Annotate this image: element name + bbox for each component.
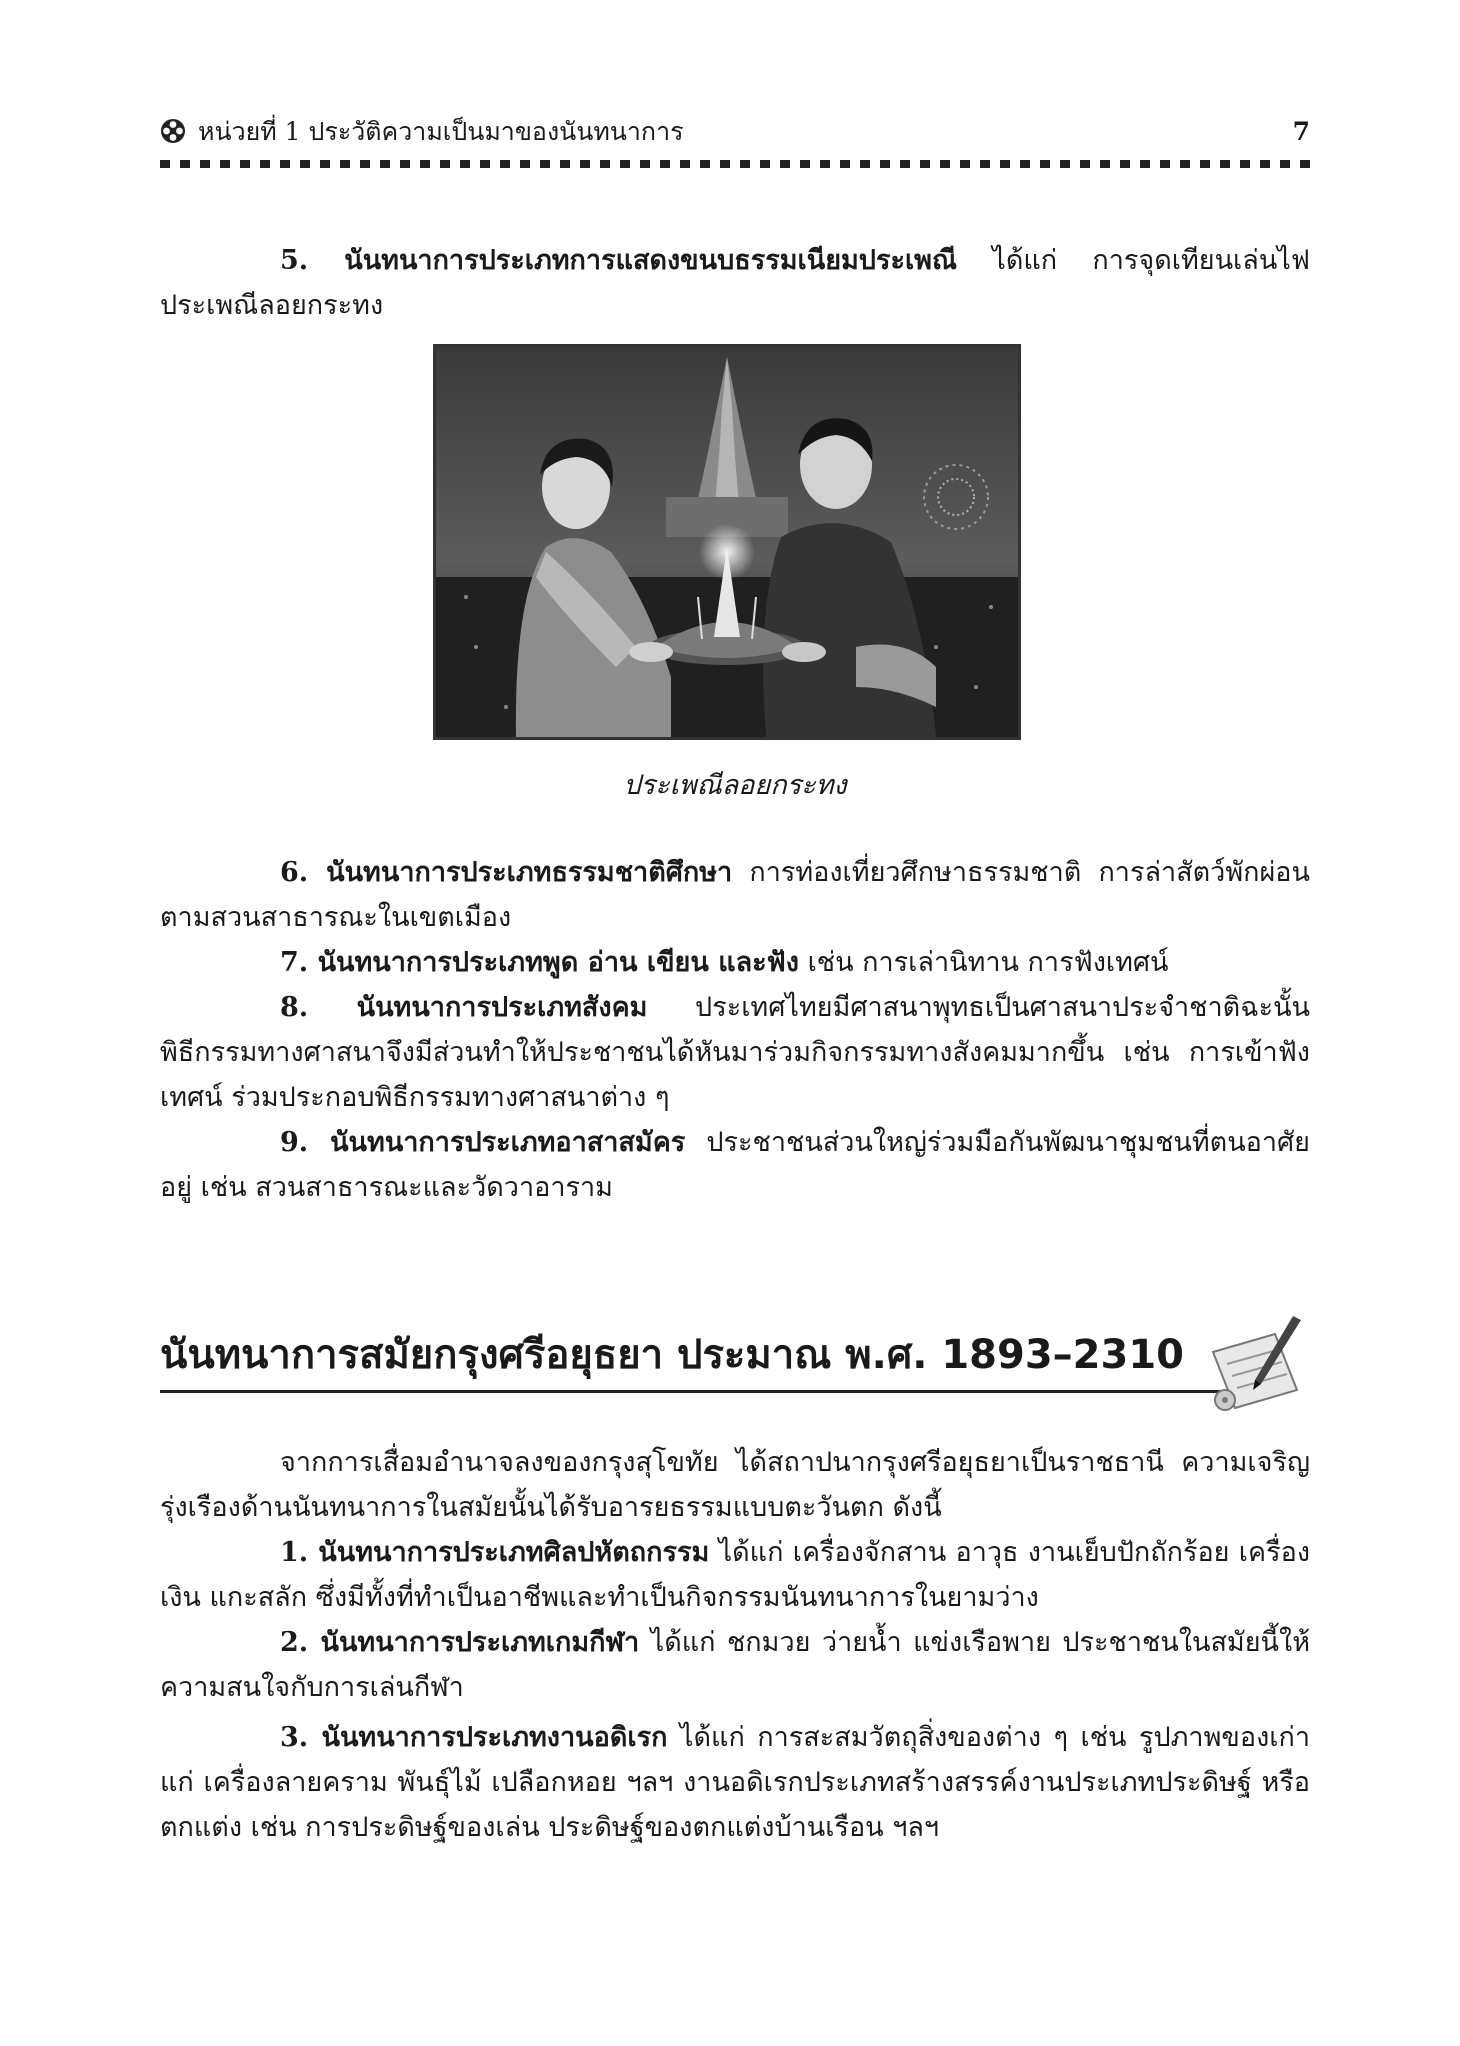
loy-krathong-photo	[433, 344, 1021, 740]
paragraph-item-5	[160, 238, 1310, 328]
section2-intro: จากการเสื่อมอำนาจลงของกรุงสุโขทัย ได้สถาปนากรุงศรีอยุธยาเป็นราชธานี ความเจริญรุ่งเรืองด้านนันทนาการในสมัยนั้นได้รับอารยธรรมแบบตะวันตก ดังนี้	[160, 1447, 1310, 1523]
paragraph-item-7	[160, 940, 1310, 985]
ayutthaya-1-heading: 1. นันทนาการประเภทศิลปหัตถกรรม	[280, 1537, 710, 1568]
paragraph-ayutthaya-3	[160, 1715, 1310, 1850]
item-9-heading: 9. นันทนาการประเภทอาสาสมัคร	[280, 1127, 686, 1158]
paragraph-ayutthaya-1	[160, 1530, 1310, 1620]
section-heading-underline	[160, 1390, 1220, 1393]
item-5-heading: 5. นันทนาการประเภทการแสดงขนบธรรมเนียมประเพณี	[280, 245, 958, 276]
paragraph-ayutthaya-2	[160, 1620, 1310, 1710]
item-8-text: ประเทศไทยมีศาสนาพุทธเป็นศาสนาประจำชาติฉะนั้นพิธีกรรมทางศาสนาจึงมีส่วนทำให้ประชาชนได้หันมาร่วมกิจกรรมทางสังคมมากขึ้น เช่น การเข้าฟังเทศน์ ร่วมประกอบพิธีกรรมทางศาสนาต่าง ๆ	[160, 992, 1311, 1113]
ayutthaya-3-heading: 3. นันทนาการประเภทงานอดิเรก	[280, 1722, 668, 1753]
figure-caption: ประเพณีลอยกระทง	[623, 770, 847, 801]
pen-and-paper-icon	[1205, 1312, 1315, 1412]
item-6-text: การท่องเที่ยวศึกษาธรรมชาติ การล่าสัตว์พักผ่อนตามสวนสาธารณะในเขตเมือง	[160, 857, 1310, 933]
chapter-title: หน่วยที่ 1 ประวัติความเป็นมาของนันทนาการ	[198, 117, 684, 146]
ayutthaya-2-text: ได้แก่ ชกมวย ว่ายน้ำ แข่งเรือพาย ประชาชนในสมัยนี้ให้ความสนใจกับการเล่นกีฬา	[160, 1627, 1310, 1703]
ayutthaya-1-text: ได้แก่ เครื่องจักสาน อาวุธ งานเย็บปักถักร้อย เครื่องเงิน แกะสลัก ซึ่งมีทั้งที่ทำเป็นอาชีพและทำเป็นกิจกรรมนันทนาการในยามว่าง	[160, 1537, 1310, 1613]
section-heading: นันทนาการสมัยกรุงศรีอยุธยา ประมาณ พ.ศ. 1893–2310	[160, 1332, 1185, 1378]
running-header	[160, 116, 1310, 156]
item-5-text: ได้แก่ การจุดเทียนเล่นไฟประเพณีลอยกระทง	[160, 245, 1310, 321]
item-7-heading: 7. นันทนาการประเภทพูด อ่าน เขียน และฟัง	[280, 947, 799, 978]
paragraph-item-8	[160, 985, 1310, 1120]
paragraph-item-9	[160, 1120, 1310, 1210]
item-9-text: ประชาชนส่วนใหญ่ร่วมมือกันพัฒนาชุมชนที่ตนอาศัยอยู่ เช่น สวนสาธารณะและวัดวาอาราม	[160, 1127, 1310, 1203]
header-divider	[160, 160, 1310, 168]
item-7-text: เช่น การเล่านิทาน การฟังเทศน์	[798, 947, 1169, 978]
item-8-heading: 8. นันทนาการประเภทสังคม	[280, 992, 648, 1023]
flower-icon	[160, 118, 186, 144]
item-6-heading: 6. นันทนาการประเภทธรรมชาติศึกษา	[280, 857, 733, 888]
paragraph-item-6	[160, 850, 1310, 940]
ayutthaya-2-heading: 2. นันทนาการประเภทเกมกีฬา	[280, 1627, 640, 1658]
page-number: 7	[1292, 117, 1310, 146]
photo-illustration	[436, 347, 1018, 737]
ayutthaya-3-text: ได้แก่ การสะสมวัตถุสิ่งของต่าง ๆ เช่น รูปภาพของเก่าแก่ เครื่องลายคราม พันธุ์ไม้ เปลือกหอย ฯลฯ งานอดิเรกประเภทสร้างสรรค์งานประเภทประดิษฐ์ หรือตกแต่ง เช่น การประดิษฐ์ของเล่น ประดิษฐ์ของตกแต่งบ้านเรือน ฯลฯ	[160, 1722, 1310, 1843]
